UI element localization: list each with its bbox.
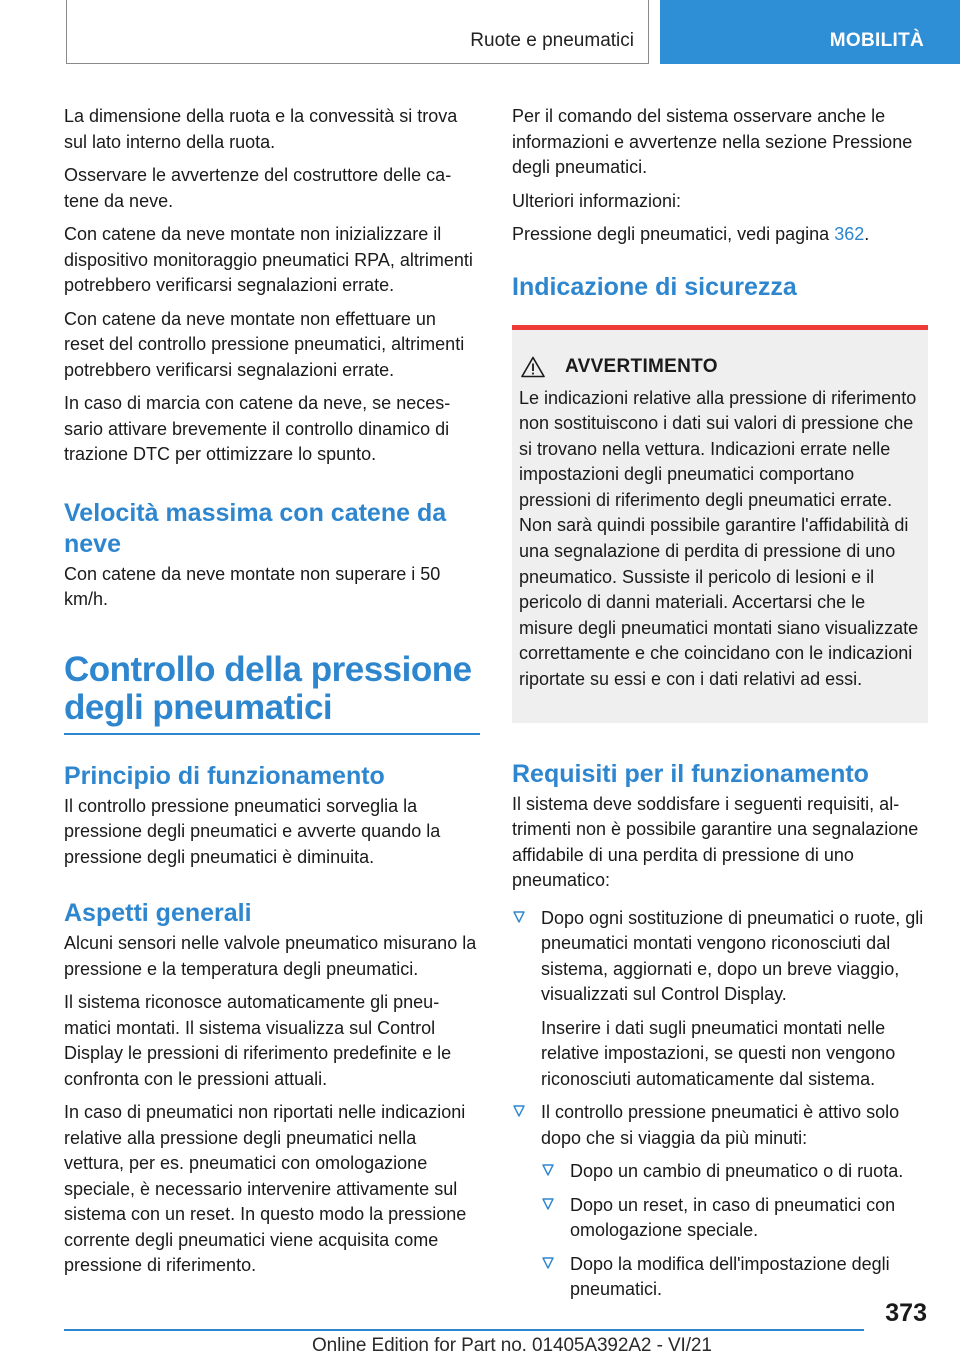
bullet-triangle-icon <box>513 910 525 924</box>
list-item-text: Il controllo pressione pneumatici è attivo solo dopo che si viaggia da più minuti: <box>541 1102 900 1148</box>
bullet-triangle-icon <box>542 1197 554 1211</box>
heading-max-speed: Velocità massima con catene da neve <box>64 498 447 558</box>
chapter-heading: Controllo della pressione degli pneumatici <box>64 651 480 735</box>
warning-triangle-icon <box>521 356 545 378</box>
header-chapter-title: MOBILITÀ <box>829 30 924 51</box>
header-chapter-tab[interactable] <box>660 0 960 64</box>
paragraph: Con catene da neve montate non inizializzare il dispositivo monitoraggio pneumatici RPA, altrimenti potrebbero verificarsi segnalazioni errate. <box>64 224 473 295</box>
sub-list <box>541 1159 928 1303</box>
paragraph: Ulteriori informazioni: <box>512 190 682 211</box>
page-number: 373 <box>885 1299 927 1327</box>
left-column <box>64 104 480 1287</box>
heading-principle: Principio di funzionamento <box>64 761 385 790</box>
header-section-box <box>66 0 649 64</box>
paragraph: Il sistema riconosce automaticamente gli pneumatici montati. Il sistema visualizza sul Control Display le pressioni di riferimento predefinite e le confronta con le pressioni attuali. <box>64 992 452 1089</box>
requirements-list <box>512 906 928 1303</box>
bullet-triangle-icon <box>542 1163 554 1177</box>
footer-edition: Online Edition for Part no. 01405A392A2 - VI/21 <box>312 1335 712 1356</box>
list-item-note: Inserire i dati sugli pneumatici montati nelle relative impostazioni, se questi non vengono riconosciuti automaticamente dal sistema. <box>541 1017 896 1089</box>
paragraph: Per il comando del sistema osservare anche le informazioni e avvertenze nella sezione Pressione degli pneumatici. <box>512 106 913 177</box>
footer-divider <box>64 1329 864 1331</box>
warning-box <box>512 325 928 723</box>
paragraph: Osservare le avvertenze del costruttore delle catene da neve. <box>64 165 452 211</box>
header-section-title: Ruote e pneumatici <box>470 30 634 51</box>
list-item <box>512 906 928 1093</box>
sub-list-item <box>541 1159 928 1185</box>
list-item <box>512 1100 928 1303</box>
sub-list-item-text: Dopo un reset, in caso di pneumatici con omologazione speciale. <box>570 1194 896 1241</box>
paragraph: In caso di pneumatici non riportati nelle indicazioni relative alla pressione degli pneumatici nella vettura, per es. pneumatici con omologazione speciale, è necessario intervenire attivamente sul sistema con un reset. In questo modo la pressione corrente degli pneumatici viene acquisita come pressione di riferimento. <box>64 1102 467 1275</box>
heading-safety: Indicazione di sicurezza <box>512 272 797 301</box>
sub-list-item <box>541 1252 928 1303</box>
paragraph: Con catene da neve montate non superare i 50 km/h. <box>64 563 441 609</box>
sub-list-item-text: Dopo la modifica dell'impostazione degli pneumatici. <box>570 1253 890 1300</box>
paragraph: Alcuni sensori nelle valvole pneumatico misurano la pressione e la temperatura degli pneumatici. <box>64 933 477 979</box>
warning-title: AVVERTIMENTO <box>565 355 718 377</box>
heading-requirements: Requisiti per il funzionamento <box>512 759 869 788</box>
paragraph: Con catene da neve montate non effettuare un reset del controllo pressione pneumatici, altrimenti potrebbero verificarsi segnalazioni errate. <box>64 308 465 380</box>
warning-header <box>519 356 922 378</box>
right-column <box>512 104 928 1311</box>
sub-list-item-text: Dopo un cambio di pneumatico o di ruota. <box>570 1161 904 1182</box>
page-link[interactable]: 362 <box>834 224 865 244</box>
bullet-triangle-icon <box>542 1256 554 1270</box>
reference-end: . <box>864 224 870 244</box>
heading-general: Aspetti generali <box>64 899 252 927</box>
warning-text: Le indicazioni relative alla pressione di riferimento non sostituiscono i dati sui valori di pressione che si trovano nella vettura. Indicazioni errate nelle impostazioni degli pneumatici comportano pressioni di riferimento degli pneumatici errate. Non sarà quindi possibile garantire l'affidabilità di una segnalazione di perdita di pressione di uno pneumatico. Sussiste il pericolo di lesioni e il pericolo di danni materiali. Accertarsi che le misure degli pneumatici montati siano visualizzate correttamente e che coincidano con le indicazioni riportate su essi e con i dati relativi ad essi. <box>519 387 919 690</box>
paragraph: Il controllo pressione pneumatici sorveglia la pressione degli pneumatici e avverte quando la pressione degli pneumatici è diminuita. <box>64 795 441 867</box>
list-item-text: Dopo ogni sostituzione di pneumatici o ruote, gli pneumatici montati vengono riconosciuti dal sistema, aggiornati e, dopo un breve viaggio, visualizzati sul Control Display. <box>541 907 924 1005</box>
paragraph: Il sistema deve soddisfare i seguenti requisiti, altrimenti non è possibile garantire una segnalazione affidabile di una perdita di pressione di uno pneumatico: <box>512 793 919 891</box>
sub-list-item <box>541 1193 928 1244</box>
paragraph-page-reference <box>512 222 928 248</box>
paragraph: La dimensione della ruota e la convessità si trova sul lato interno della ruota. <box>64 106 458 152</box>
paragraph: In caso di marcia con catene da neve, se necessario attivare brevemente il controllo dinamico di trazione DTC per ottimizzare lo spunto. <box>64 393 451 464</box>
reference-text: Pressione degli pneumatici, vedi pagina <box>512 224 835 244</box>
bullet-triangle-icon <box>513 1104 525 1118</box>
